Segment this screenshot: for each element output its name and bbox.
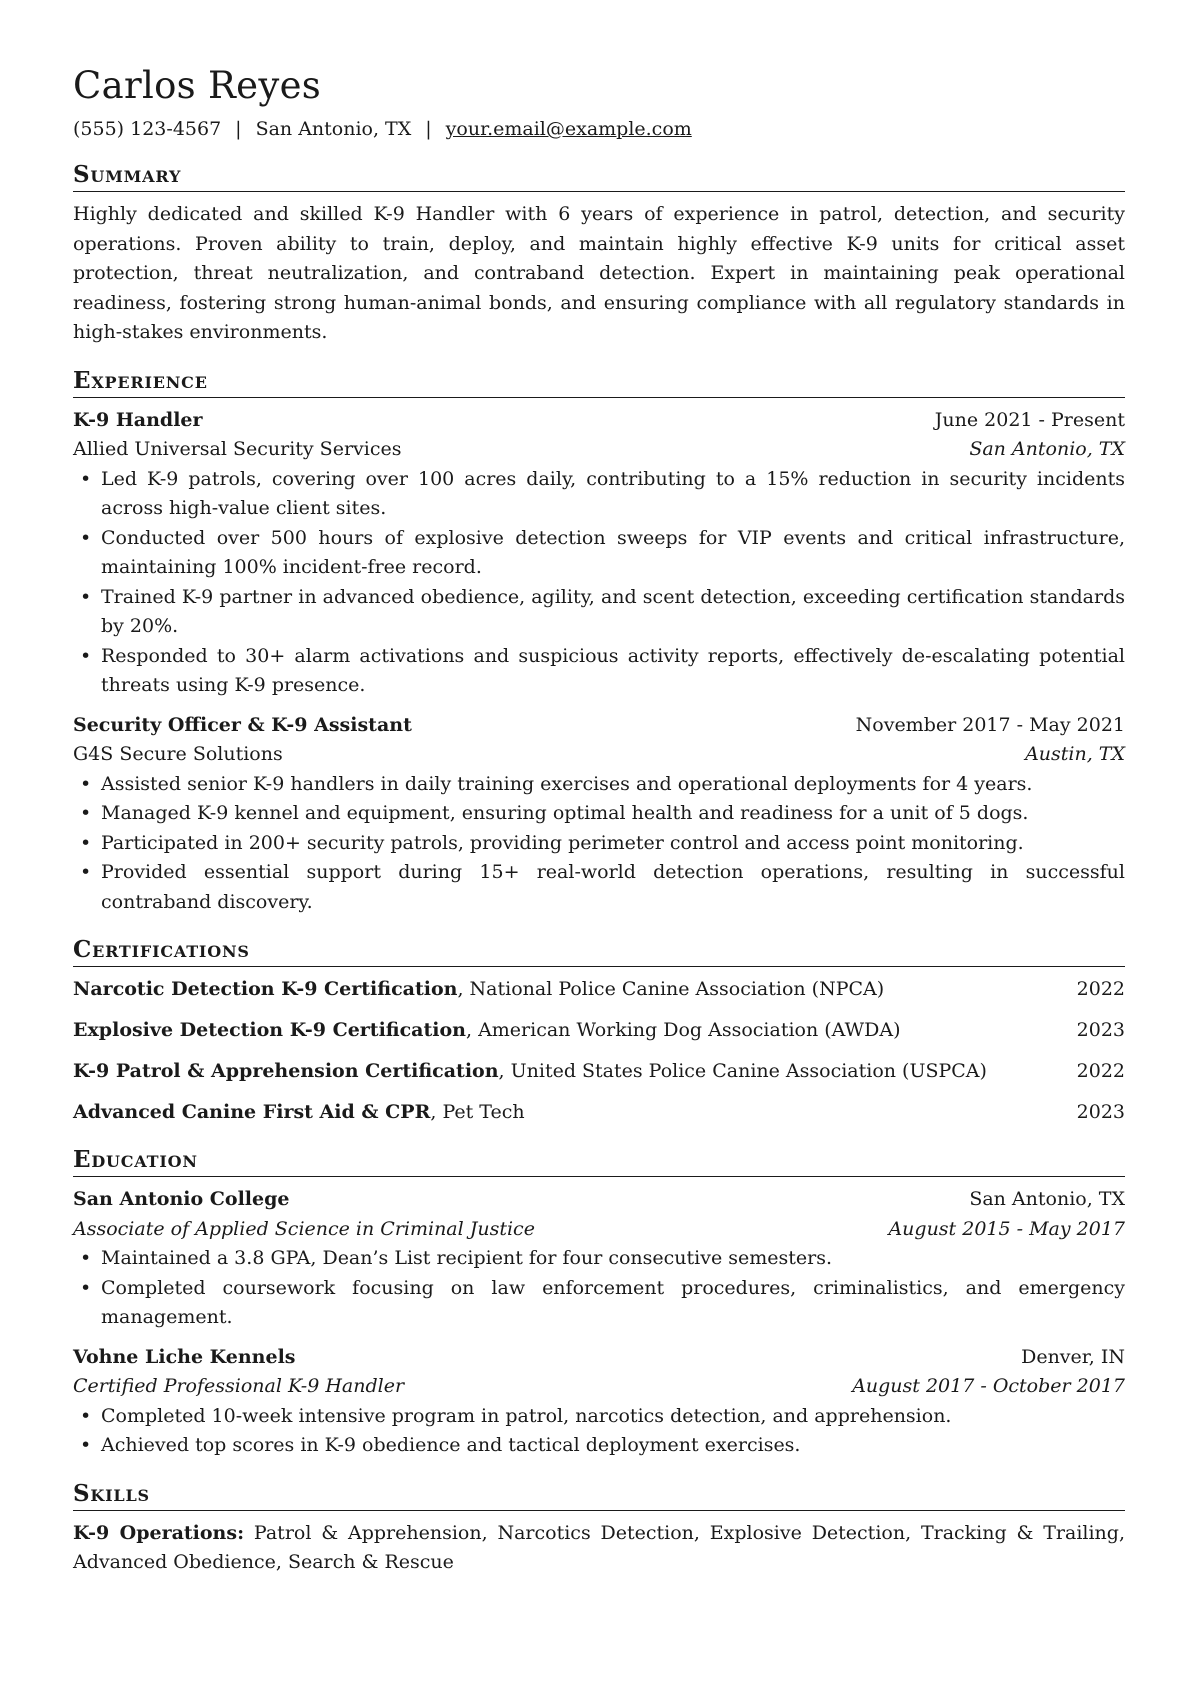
list-item: • Maintained a 3.8 GPA, Dean’s List recipient for four consecutive semesters. [73, 1244, 1125, 1274]
job-dates: June 2021 - Present [934, 408, 1125, 431]
certification-name: Explosive Detection K-9 Certification [73, 1019, 466, 1041]
school-name: Vohne Liche Kennels [73, 1345, 296, 1368]
candidate-name: Carlos Reyes [73, 64, 322, 107]
certification-year: 2022 [1076, 978, 1125, 1000]
list-item: • Responded to 30+ alarm activations and suspicious activity reports, effectively de-escalating potential threats using K-9 presence. [73, 642, 1125, 701]
job-location: Austin, TX [1025, 743, 1125, 765]
list-item: • Completed coursework focusing on law enforcement procedures, criminalistics, and emergency management. [73, 1274, 1125, 1333]
list-item: • Conducted over 500 hours of explosive detection sweeps for VIP events and critical infrastructure, maintaining 100% incident-free record. [73, 524, 1125, 583]
list-item: • Completed 10-week intensive program in patrol, narcotics detection, and apprehension. [73, 1402, 1125, 1432]
certification-year: 2023 [1076, 1101, 1125, 1123]
certification-issuer: , National Police Canine Association (NPCA) [457, 978, 885, 1000]
list-item: • Achieved top scores in K-9 obedience and tactical deployment exercises. [73, 1431, 1125, 1461]
summary-section [73, 160, 1125, 348]
education-dates: August 2017 - October 2017 [852, 1375, 1125, 1397]
education-section [73, 1145, 1125, 1461]
degree: Certified Professional K-9 Handler [73, 1375, 405, 1397]
section-title-summary: Summary [73, 160, 1125, 192]
summary-text: Highly dedicated and skilled K-9 Handler with 6 years of experience in patrol, detection, and security operations. Proven ability to train, deploy, and maintain highly effective K-9 units for critical asset protection, threat neutralization, and contraband detection. Expert in maintaining peak operational readiness, fostering strong human-animal bonds, and ensuring compliance with all regulatory standards in high-stakes environments. [73, 203, 1125, 343]
contact-separator: | [235, 118, 242, 140]
certification-name: K-9 Patrol & Apprehension Certification [73, 1060, 499, 1082]
education-bullets [73, 1402, 1125, 1461]
experience-section [73, 366, 1125, 918]
certifications-section [73, 935, 1125, 1127]
certification-issuer: , American Working Dog Association (AWDA) [465, 1019, 901, 1041]
list-item: • Provided essential support during 15+ real-world detection operations, resulting in successful contraband discovery. [73, 858, 1125, 917]
skills-label: K-9 Operations: [73, 1521, 245, 1544]
certification-name: Advanced Canine First Aid & CPR [73, 1101, 431, 1123]
certification-row [73, 975, 1125, 1004]
list-item: • Trained K-9 partner in advanced obedience, agility, and scent detection, exceeding certification standards by 20%. [73, 583, 1125, 642]
list-item: • Assisted senior K-9 handlers in daily training exercises and operational deployments for 4 years. [73, 770, 1125, 800]
skills-section [73, 1479, 1125, 1578]
school-location: Denver, IN [1021, 1345, 1125, 1368]
education-bullets [73, 1244, 1125, 1333]
contact-separator: | [425, 118, 432, 140]
certification-row [73, 1016, 1125, 1045]
job-role: K-9 Handler [73, 408, 203, 431]
job-entry [73, 406, 1125, 701]
resume-page [73, 58, 1125, 1578]
education-dates: August 2015 - May 2017 [888, 1217, 1125, 1240]
school-location: San Antonio, TX [969, 1188, 1125, 1210]
job-role: Security Officer & K-9 Assistant [73, 713, 412, 736]
job-location: San Antonio, TX [969, 438, 1125, 460]
job-company: G4S Secure Solutions [73, 743, 283, 765]
location: San Antonio, TX [255, 118, 412, 140]
job-dates: November 2017 - May 2021 [855, 713, 1125, 736]
certification-year: 2023 [1076, 1019, 1125, 1041]
list-item: • Led K-9 patrols, covering over 100 acres daily, contributing to a 15% reduction in security incidents across high-value client sites. [73, 465, 1125, 524]
certification-row [73, 1057, 1125, 1086]
education-entry [73, 1343, 1125, 1461]
list-item: • Participated in 200+ security patrols, providing perimeter control and access point monitoring. [73, 829, 1125, 859]
certification-year: 2022 [1076, 1060, 1125, 1082]
education-entry [73, 1185, 1125, 1333]
skills-text [73, 1519, 1125, 1578]
contact-line [73, 116, 1125, 142]
skills-list: Patrol & Apprehension, Narcotics Detection, Explosive Detection, Tracking & Trailing, Advanced Obedience, Search & Rescue [73, 1521, 1125, 1573]
job-entry [73, 711, 1125, 918]
section-title-experience: Experience [73, 366, 1125, 398]
list-item: • Managed K-9 kennel and equipment, ensuring optimal health and readiness for a unit of 5 dogs. [73, 799, 1125, 829]
section-title-skills: Skills [73, 1479, 1125, 1511]
certification-row [73, 1098, 1125, 1127]
job-bullets [73, 465, 1125, 701]
certification-issuer: , United States Police Canine Association (USPCA) [498, 1060, 987, 1082]
phone-number: (555) 123-4567 [73, 118, 222, 140]
job-bullets [73, 770, 1125, 918]
email-link[interactable]: your.email@example.com [445, 118, 692, 140]
certification-name: Narcotic Detection K-9 Certification [73, 978, 458, 1000]
section-title-certifications: Certifications [73, 935, 1125, 967]
certification-issuer: , Pet Tech [430, 1101, 525, 1123]
section-title-education: Education [73, 1145, 1125, 1177]
job-company: Allied Universal Security Services [73, 438, 402, 460]
school-name: San Antonio College [73, 1188, 290, 1210]
degree: Associate of Applied Science in Criminal Justice [73, 1217, 535, 1240]
